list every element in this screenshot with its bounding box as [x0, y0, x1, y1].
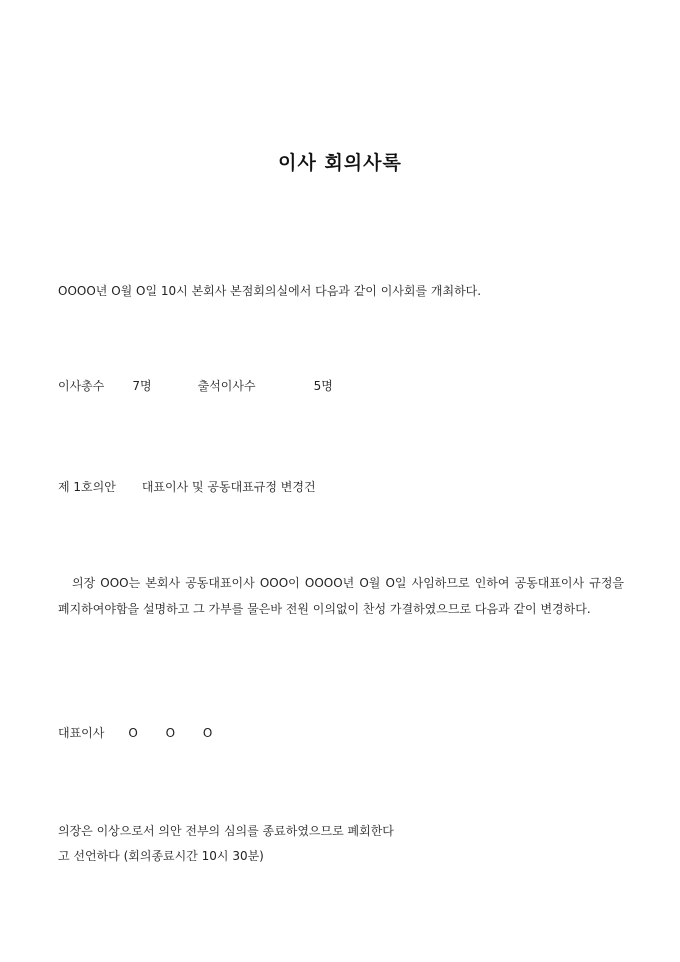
- representative-row: [58, 725, 224, 741]
- closing-line-1: 의장은 이상으로서 의안 전부의 심의를 종료하였으므로 폐회한다: [58, 824, 394, 838]
- agenda-number: 제 1호의안: [58, 480, 116, 494]
- total-directors-label: 이사총수: [58, 379, 105, 393]
- present-directors-label: 출석이사수: [197, 379, 256, 393]
- total-directors-value: 7명: [132, 379, 152, 393]
- agenda-row: [58, 479, 316, 495]
- opening-statement: OOOO년 O월 O일 10시 본회사 본점회의실에서 다음과 같이 이사회를 개최하다.: [58, 284, 482, 298]
- closing-line-2: 고 선언하다 (회의종료시간 10시 30분): [58, 849, 264, 863]
- present-directors-value: 5명: [313, 379, 333, 393]
- document-title: 이사 회의사록: [278, 152, 402, 174]
- agenda-subject: 대표이사 및 공동대표규정 변경건: [141, 480, 316, 494]
- representative-label: 대표이사: [58, 726, 105, 740]
- attendance-row: [58, 378, 333, 394]
- representative-name: O O O: [128, 726, 225, 740]
- resolution-body: 의장 OOO는 본회사 공동대표이사 OOO이 OOOO년 O월 O일 사임하므로 인하여 공동대표이사 규정을 폐지하여야함을 설명하고 그 가부를 물은바 전원 이의없이 찬성 가결하였으므로 다음과 같이 변경하다.: [58, 576, 624, 616]
